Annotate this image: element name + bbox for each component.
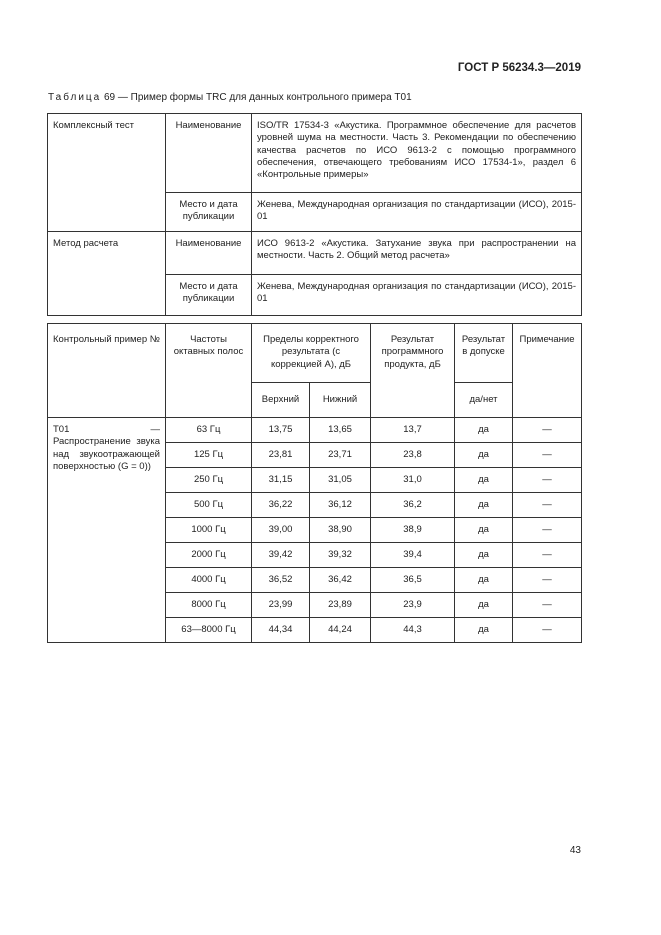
info-field: Наименование xyxy=(166,232,252,275)
info-label xyxy=(48,193,166,232)
cell-ok: да xyxy=(455,568,513,593)
header-yes-no: да/нет xyxy=(455,383,513,418)
cell-note: — xyxy=(513,618,582,643)
header-row xyxy=(48,324,582,383)
case-label: T01 — Распространение звука над звукоотражающей поверхностью (G = 0)) xyxy=(48,418,166,643)
header-within-tolerance: Результат в допуске xyxy=(455,324,513,383)
cell-note: — xyxy=(513,418,582,443)
cell-lower: 44,24 xyxy=(310,618,371,643)
cell-upper: 13,75 xyxy=(252,418,310,443)
cell-frequency: 125 Гц xyxy=(166,443,252,468)
cell-ok: да xyxy=(455,593,513,618)
cell-note: — xyxy=(513,568,582,593)
cell-note: — xyxy=(513,443,582,468)
standard-number: ГОСТ Р 56234.3—2019 xyxy=(457,62,581,74)
cell-frequency: 250 Гц xyxy=(166,468,252,493)
results-table xyxy=(47,323,582,643)
cell-result: 23,9 xyxy=(371,593,455,618)
caption-prefix: Таблица xyxy=(48,92,102,103)
cell-result: 39,4 xyxy=(371,543,455,568)
cell-upper: 23,81 xyxy=(252,443,310,468)
cell-upper: 36,22 xyxy=(252,493,310,518)
cell-note: — xyxy=(513,543,582,568)
cell-lower: 13,65 xyxy=(310,418,371,443)
info-field: Место и дата публикации xyxy=(166,275,252,316)
cell-note: — xyxy=(513,518,582,543)
info-value: ISO/TR 17534-3 «Акустика. Программное обеспечение для расчетов уровней шума на местности. Часть 3. Рекомендации по обеспечению качества расчетов по ИСО 9613-2 с помощью программного обеспечения, отвечающего требованиям ИСО 17534-1», раздел 6 «Контрольные примеры» xyxy=(252,114,582,193)
info-field: Наименование xyxy=(166,114,252,193)
header-software-result: Результат программного продукта, дБ xyxy=(371,324,455,418)
cell-upper: 39,42 xyxy=(252,543,310,568)
cell-result: 31,0 xyxy=(371,468,455,493)
info-table xyxy=(47,113,582,316)
cell-lower: 36,42 xyxy=(310,568,371,593)
table-caption xyxy=(48,92,412,103)
cell-ok: да xyxy=(455,518,513,543)
cell-upper: 31,15 xyxy=(252,468,310,493)
cell-ok: да xyxy=(455,543,513,568)
cell-frequency: 63 Гц xyxy=(166,418,252,443)
cell-lower: 31,05 xyxy=(310,468,371,493)
cell-ok: да xyxy=(455,443,513,468)
cell-frequency: 1000 Гц xyxy=(166,518,252,543)
header-upper: Верхний xyxy=(252,383,310,418)
cell-result: 23,8 xyxy=(371,443,455,468)
cell-frequency: 63—8000 Гц xyxy=(166,618,252,643)
header-frequencies: Частоты октавных полос xyxy=(166,324,252,418)
cell-frequency: 4000 Гц xyxy=(166,568,252,593)
cell-lower: 23,89 xyxy=(310,593,371,618)
cell-result: 13,7 xyxy=(371,418,455,443)
header-lower: Нижний xyxy=(310,383,371,418)
info-row xyxy=(48,232,582,275)
cell-upper: 39,00 xyxy=(252,518,310,543)
cell-result: 38,9 xyxy=(371,518,455,543)
cell-upper: 36,52 xyxy=(252,568,310,593)
cell-lower: 38,90 xyxy=(310,518,371,543)
info-label xyxy=(48,275,166,316)
header-case-number: Контрольный пример № xyxy=(48,324,166,418)
cell-result: 44,3 xyxy=(371,618,455,643)
cell-ok: да xyxy=(455,618,513,643)
info-field: Место и дата публикации xyxy=(166,193,252,232)
cell-upper: 23,99 xyxy=(252,593,310,618)
cell-frequency: 2000 Гц xyxy=(166,543,252,568)
cell-frequency: 8000 Гц xyxy=(166,593,252,618)
cell-frequency: 500 Гц xyxy=(166,493,252,518)
info-value: Женева, Международная организация по стандартизации (ИСО), 2015-01 xyxy=(252,193,582,232)
cell-note: — xyxy=(513,593,582,618)
cell-upper: 44,34 xyxy=(252,618,310,643)
info-value: ИСО 9613-2 «Акустика. Затухание звука при распространении на местности. Часть 2. Общий метод расчета» xyxy=(252,232,582,275)
cell-lower: 36,12 xyxy=(310,493,371,518)
page-number: 43 xyxy=(569,845,581,856)
cell-note: — xyxy=(513,493,582,518)
cell-result: 36,5 xyxy=(371,568,455,593)
info-row xyxy=(48,275,582,316)
header-limits: Пределы корректного результата (с коррекцией А), дБ xyxy=(252,324,371,383)
cell-note: — xyxy=(513,468,582,493)
cell-ok: да xyxy=(455,418,513,443)
info-row xyxy=(48,193,582,232)
cell-ok: да xyxy=(455,468,513,493)
caption-text: 69 — Пример формы TRC для данных контрольного примера T01 xyxy=(104,92,412,103)
info-value: Женева, Международная организация по стандартизации (ИСО), 2015-01 xyxy=(252,275,582,316)
info-row xyxy=(48,114,582,193)
info-label: Комплексный тест xyxy=(48,114,166,193)
info-label: Метод расчета xyxy=(48,232,166,275)
header-note: Примечание xyxy=(513,324,582,418)
cell-ok: да xyxy=(455,493,513,518)
table-row xyxy=(48,418,582,443)
cell-result: 36,2 xyxy=(371,493,455,518)
cell-lower: 39,32 xyxy=(310,543,371,568)
cell-lower: 23,71 xyxy=(310,443,371,468)
